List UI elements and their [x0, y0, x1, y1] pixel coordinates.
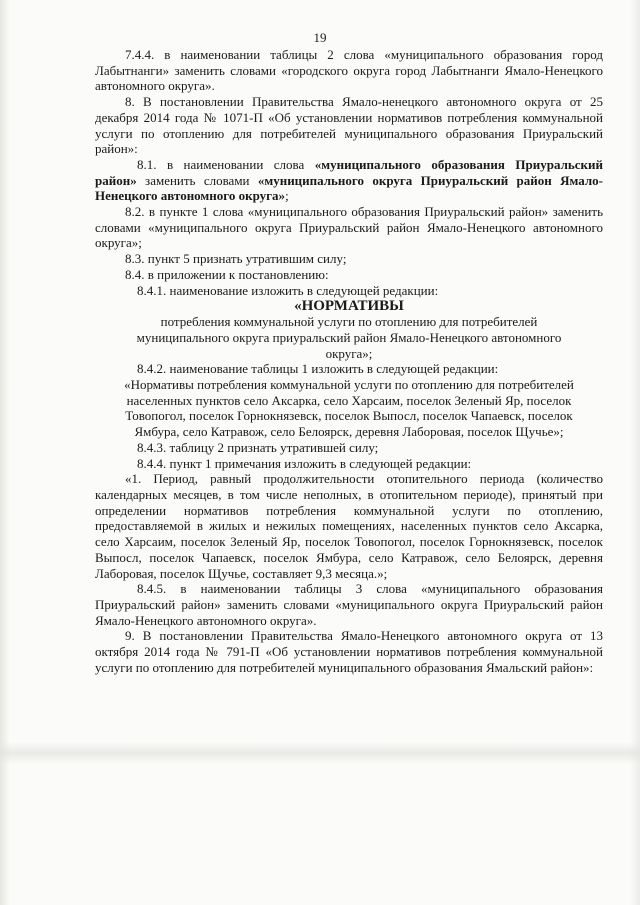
paragraph-8-1-bold-new: «муниципального округа Приуральский район Ямало-Ненецкого автономного округа»: [95, 172, 603, 204]
paragraph-8-2: 8.2. в пункте 1 слова «муниципального образования Приуральский район» заменить словами «муниципального округа Приуральский район Ямало-Ненецкого автономного округа»;: [95, 204, 603, 251]
normative-title: «НОРМАТИВЫ: [294, 298, 404, 315]
paragraph-9: 9. В постановлении Правительства Ямало-Ненецкого автономного округа от 13 октября 2014 года № 791-П «Об установлении нормативов потребления коммунальной услуги по отоплению для потребителей муниципального образования Ямальский район»:: [95, 628, 603, 675]
paragraph-8-4-5: 8.4.5. в наименовании таблицы 3 слова «муниципального образования Приуральский район» заменить словами «муниципального округа Приуральский район Ямало-Ненецкого автономного округа».: [95, 581, 603, 628]
paragraph-8-1: [95, 157, 603, 204]
paragraph-8-4-2: 8.4.2. наименование таблицы 1 изложить в следующей редакции:: [137, 361, 499, 377]
paragraph-8-1-post: ;: [285, 188, 289, 204]
paragraph-8-4: 8.4. в приложении к постановлению:: [125, 266, 329, 282]
document-body: [95, 47, 603, 675]
table1-title: «Нормативы потребления коммунальной услуги по отоплению для потребителей населенных пунктов село Аксарка, село Харсаим, поселок Зеленый Яр, поселок Товопогол, поселок Горнокнязевск, поселок Выпосл, поселок Чапаевск, поселок Ямбура, село Катравож, село Белоярск, деревня Лаборовая, поселок Щучье»;: [124, 377, 574, 440]
scan-edge-left: [0, 0, 10, 905]
paragraph-7-4-4: 7.4.4. в наименовании таблицы 2 слова «муниципального образования город Лабытнанги» заменить словами «городского округа город Лабытнанги Ямало-Ненецкого автономного округа».: [95, 47, 603, 94]
paragraph-8-4-1: 8.4.1. наименование изложить в следующей редакции:: [137, 282, 439, 298]
page-number: 19: [313, 30, 327, 45]
paragraph-8-1-mid: заменить словами: [136, 172, 258, 188]
paragraph-note-1: «1. Период, равный продолжительности отопительного периода (количество календарных месяцев, в том числе неполных, в отопительном периоде), принятый при определении нормативов потребления коммунальной услуги по отоплению, предоставляемой в жилых и нежилых помещениях, населенных пунктов село Аксарка, село Харсаим, поселок Зеленый Яр, поселок Товопогол, поселок Горнокнязевск, поселок Выпосл, поселок Чапаевск, поселок Ямбура, село Катравож, село Белоярск, деревня Лаборовая, поселок Щучье, составляет 9,3 месяца.»;: [95, 471, 603, 581]
scan-fold-shadow: [0, 742, 640, 764]
paragraph-8-3: 8.3. пункт 5 признать утратившим силу;: [125, 251, 347, 267]
normative-subtitle: потребления коммунальной услуги по отоплению для потребителей муниципального округа приуральский район Ямало-Ненецкого автономного округа»;: [136, 314, 562, 361]
paragraph-8: 8. В постановлении Правительства Ямало-ненецкого автономного округа от 25 декабря 2014 года № 1071-П «Об установлении нормативов потребления коммунальной услуги по отоплению для потребителей муниципального образования Приуральский район»:: [95, 94, 603, 157]
paragraph-8-1-bold-old: «муниципального образования Приуральский район»: [95, 156, 603, 188]
paragraph-8-4-4: 8.4.4. пункт 1 примечания изложить в следующей редакции:: [137, 455, 472, 471]
scan-edge-right: [630, 0, 640, 905]
paragraph-8-1-pre: 8.1. в наименовании слова: [137, 156, 315, 172]
paragraph-8-4-3: 8.4.3. таблицу 2 признать утратившей силу;: [137, 439, 379, 455]
